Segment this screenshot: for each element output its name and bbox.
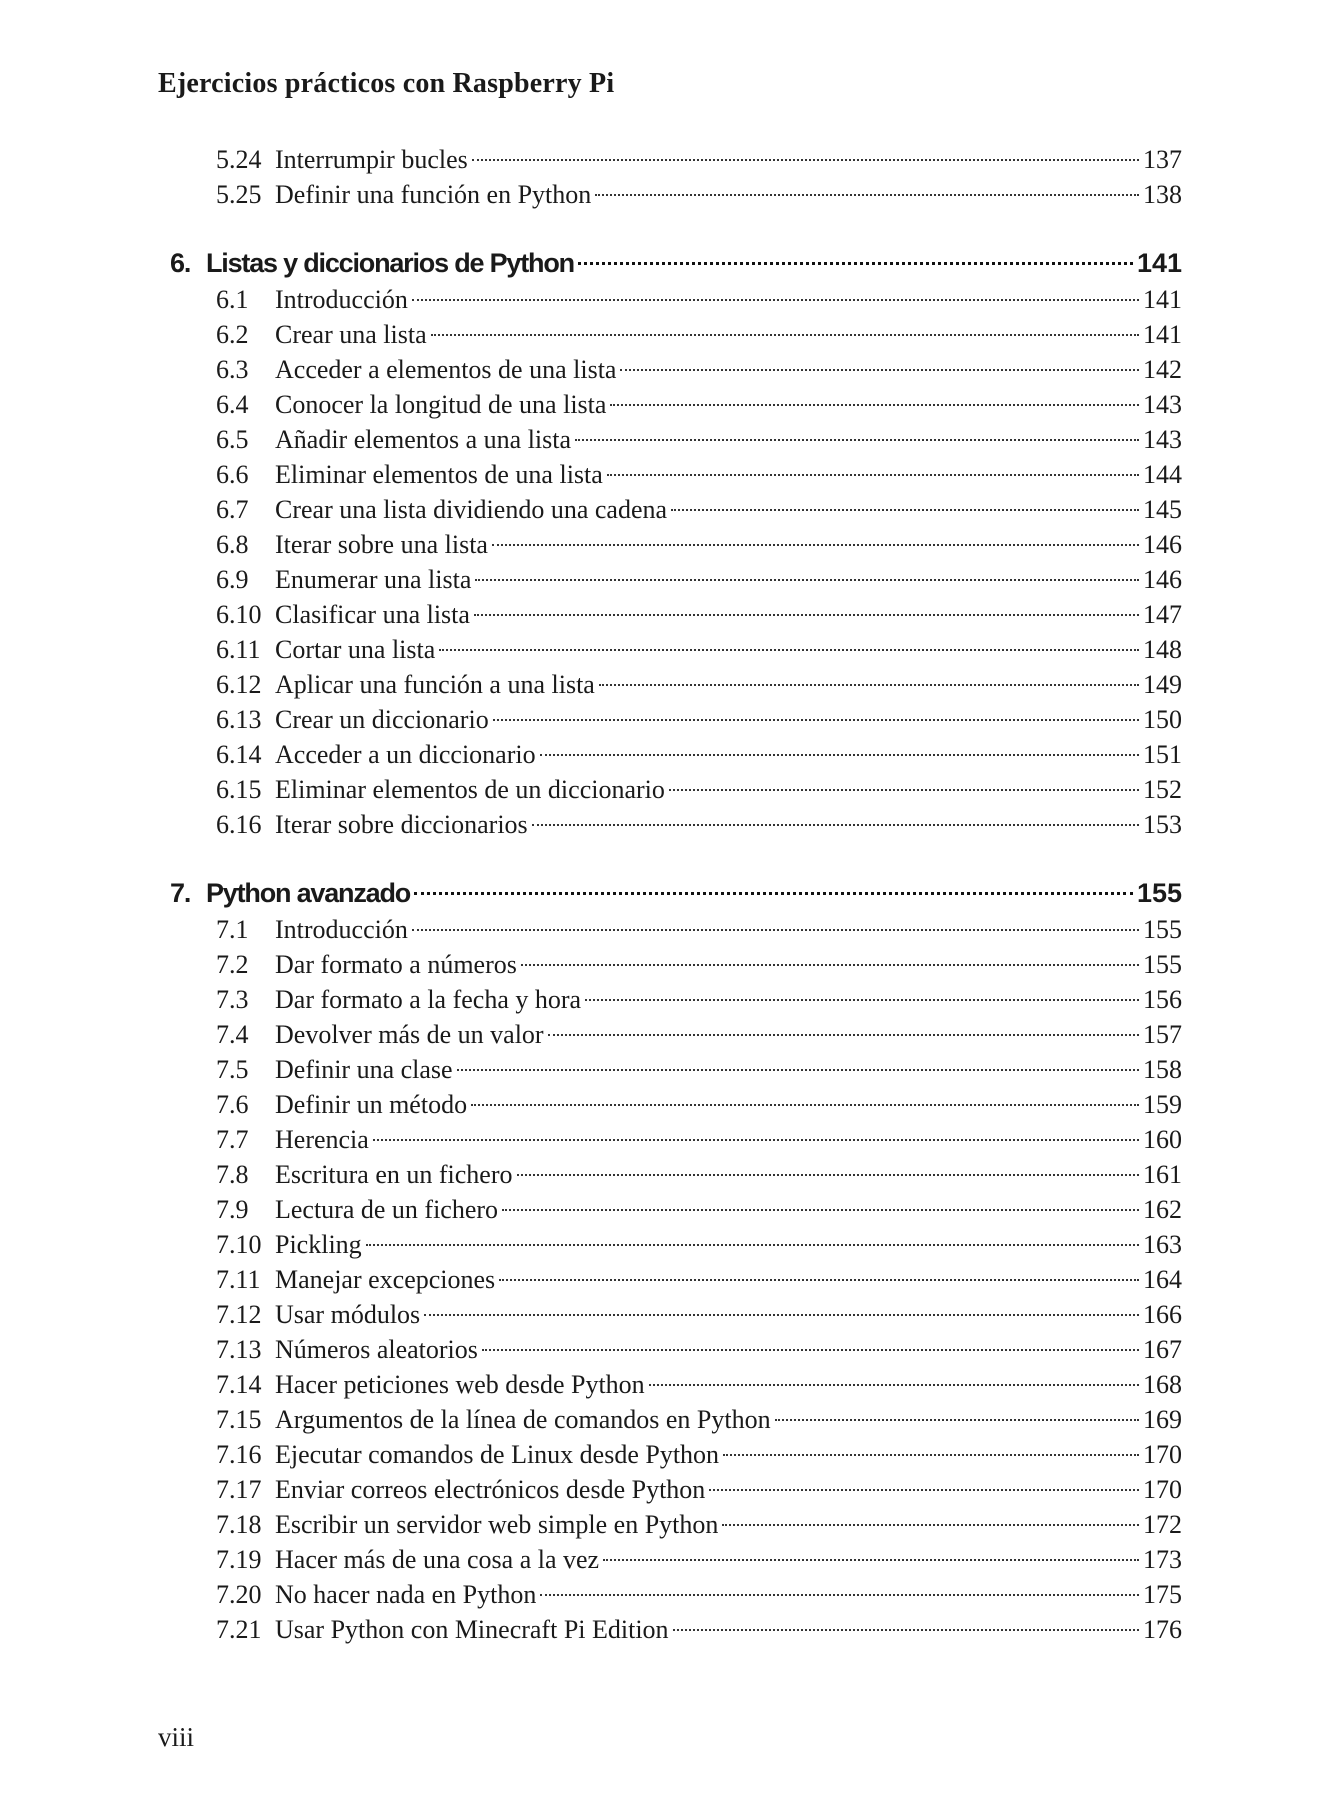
section-number: 6.15: [216, 775, 262, 804]
section-page-number: 146: [1143, 530, 1182, 559]
dot-leader: [532, 824, 1139, 826]
section-page-number: 162: [1143, 1195, 1182, 1224]
toc-entry: [170, 1297, 1182, 1332]
toc-entry: [170, 352, 1182, 387]
toc-entry: [170, 1262, 1182, 1297]
section-page-number: 168: [1143, 1370, 1182, 1399]
toc-entry: [170, 282, 1182, 317]
chapter-spacer: [170, 842, 1182, 874]
section-title: Interrumpir bucles: [275, 145, 468, 174]
toc-entry: [170, 1612, 1182, 1647]
section-page-number: 159: [1143, 1090, 1182, 1119]
dot-leader: [775, 1419, 1139, 1421]
toc-entry: [170, 1542, 1182, 1577]
dot-leader: [492, 544, 1139, 546]
dot-leader: [431, 334, 1139, 336]
dot-leader: [599, 684, 1139, 686]
section-number: 6.11: [216, 635, 261, 664]
section-title: Devolver más de un valor: [275, 1020, 544, 1049]
dot-leader: [457, 1069, 1139, 1071]
section-page-number: 137: [1143, 145, 1182, 174]
toc-entry: [170, 317, 1182, 352]
section-title: Enumerar una lista: [275, 565, 472, 594]
dot-leader: [502, 1209, 1139, 1211]
toc-entry: [170, 422, 1182, 457]
section-number: 7.17: [216, 1475, 262, 1504]
section-title: Dar formato a la fecha y hora: [275, 985, 582, 1014]
chapter-title: Python avanzado: [206, 878, 411, 908]
section-number: 6.3: [216, 355, 249, 384]
dot-leader: [475, 579, 1139, 581]
dot-leader: [649, 1384, 1139, 1386]
section-page-number: 155: [1143, 915, 1182, 944]
dot-leader: [540, 754, 1139, 756]
section-page-number: 158: [1143, 1055, 1182, 1084]
section-number: 7.12: [216, 1300, 262, 1329]
section-title: Usar módulos: [275, 1300, 421, 1329]
section-number: 7.9: [216, 1195, 249, 1224]
section-title: Añadir elementos a una lista: [275, 425, 572, 454]
dot-leader: [578, 262, 1133, 265]
toc-entry: [170, 1122, 1182, 1157]
page-number-folio: viii: [158, 1722, 195, 1752]
section-number: 6.14: [216, 740, 262, 769]
section-number: 6.4: [216, 390, 249, 419]
section-title: Dar formato a números: [275, 950, 517, 979]
toc-entry: [170, 1437, 1182, 1472]
toc-entry: [170, 1332, 1182, 1367]
section-number: 7.4: [216, 1020, 249, 1049]
section-title: Eliminar elementos de una lista: [275, 460, 603, 489]
dot-leader: [499, 1279, 1139, 1281]
section-page-number: 143: [1143, 390, 1182, 419]
section-number: 5.24: [216, 145, 262, 174]
dot-leader: [540, 1594, 1139, 1596]
section-title: Ejecutar comandos de Linux desde Python: [275, 1440, 720, 1469]
section-number: 7.21: [216, 1615, 262, 1644]
dot-leader: [412, 299, 1139, 301]
section-number: 7.10: [216, 1230, 262, 1259]
toc-entry: [170, 457, 1182, 492]
section-title: Enviar correos electrónicos desde Python: [275, 1475, 706, 1504]
dot-leader: [373, 1139, 1139, 1141]
section-title: Hacer más de una cosa a la vez: [275, 1545, 600, 1574]
section-page-number: 150: [1143, 705, 1182, 734]
section-title: Cortar una lista: [275, 635, 436, 664]
toc-entry: [170, 527, 1182, 562]
section-number: 6.7: [216, 495, 249, 524]
section-number: 6.1: [216, 285, 249, 314]
section-title: Acceder a elementos de una lista: [275, 355, 617, 384]
dot-leader: [472, 159, 1139, 161]
toc-entry: [170, 1052, 1182, 1087]
section-page-number: 152: [1143, 775, 1182, 804]
section-title: Hacer peticiones web desde Python: [275, 1370, 645, 1399]
section-number: 6.10: [216, 600, 262, 629]
section-page-number: 141: [1143, 285, 1182, 314]
toc-entry: [170, 947, 1182, 982]
toc-entry: [170, 807, 1182, 842]
dot-leader: [722, 1524, 1139, 1526]
chapter-spacer: [170, 212, 1182, 244]
toc-entry: [170, 737, 1182, 772]
section-page-number: 147: [1143, 600, 1182, 629]
toc-entry: [170, 562, 1182, 597]
section-page-number: 143: [1143, 425, 1182, 454]
section-page-number: 142: [1143, 355, 1182, 384]
section-number: 7.8: [216, 1160, 249, 1189]
section-page-number: 156: [1143, 985, 1182, 1014]
section-page-number: 164: [1143, 1265, 1182, 1294]
section-page-number: 163: [1143, 1230, 1182, 1259]
toc-entry: [170, 1577, 1182, 1612]
chapter-page-number: 155: [1136, 878, 1182, 908]
section-title: Definir un método: [275, 1090, 468, 1119]
section-page-number: 175: [1143, 1580, 1182, 1609]
dot-leader: [482, 1349, 1139, 1351]
section-title: Acceder a un diccionario: [275, 740, 536, 769]
dot-leader: [424, 1314, 1139, 1316]
section-title: Argumentos de la línea de comandos en Python: [275, 1405, 771, 1434]
dot-leader: [673, 1629, 1139, 1631]
toc-entry: [170, 912, 1182, 947]
dot-leader: [607, 474, 1139, 476]
toc-entry: [170, 597, 1182, 632]
chapter-heading: [170, 244, 1182, 282]
section-title: Iterar sobre una lista: [275, 530, 488, 559]
dot-leader: [517, 1174, 1139, 1176]
dot-leader: [669, 789, 1139, 791]
section-page-number: 176: [1143, 1615, 1182, 1644]
dot-leader: [412, 929, 1139, 931]
section-number: 5.25: [216, 180, 262, 209]
section-number: 7.2: [216, 950, 249, 979]
section-number: 7.13: [216, 1335, 262, 1364]
dot-leader: [723, 1454, 1139, 1456]
dot-leader: [595, 194, 1139, 196]
toc-entry: [170, 1367, 1182, 1402]
section-page-number: 161: [1143, 1160, 1182, 1189]
chapter-number: 7.: [170, 878, 191, 908]
toc-entry: [170, 1227, 1182, 1262]
section-title: Aplicar una función a una lista: [275, 670, 595, 699]
toc-entry: [170, 772, 1182, 807]
section-page-number: 138: [1143, 180, 1182, 209]
section-page-number: 157: [1143, 1020, 1182, 1049]
section-title: Definir una función en Python: [275, 180, 592, 209]
section-title: Conocer la longitud de una lista: [275, 390, 607, 419]
section-number: 7.18: [216, 1510, 262, 1539]
dot-leader: [474, 614, 1139, 616]
section-title: Lectura de un fichero: [275, 1195, 499, 1224]
dot-leader: [439, 649, 1139, 651]
section-page-number: 169: [1143, 1405, 1182, 1434]
dot-leader: [585, 999, 1139, 1001]
section-number: 7.11: [216, 1265, 261, 1294]
section-page-number: 141: [1143, 320, 1182, 349]
section-number: 7.15: [216, 1405, 262, 1434]
toc-entry: [170, 387, 1182, 422]
dot-leader: [671, 509, 1139, 511]
section-title: Clasificar una lista: [275, 600, 470, 629]
section-page-number: 166: [1143, 1300, 1182, 1329]
section-page-number: 145: [1143, 495, 1182, 524]
section-number: 6.2: [216, 320, 249, 349]
section-title: Crear una lista: [275, 320, 427, 349]
section-title: Crear un diccionario: [275, 705, 489, 734]
section-title: Pickling: [275, 1230, 362, 1259]
section-page-number: 155: [1143, 950, 1182, 979]
chapter-title: Listas y diccionarios de Python: [206, 248, 574, 278]
toc-entry: [170, 667, 1182, 702]
toc-entry: [170, 982, 1182, 1017]
section-title: No hacer nada en Python: [275, 1580, 537, 1609]
dot-leader: [471, 1104, 1139, 1106]
section-title: Iterar sobre diccionarios: [275, 810, 528, 839]
toc-entry: [170, 1402, 1182, 1437]
section-page-number: 173: [1143, 1545, 1182, 1574]
dot-leader: [610, 404, 1139, 406]
section-number: 6.12: [216, 670, 262, 699]
section-page-number: 151: [1143, 740, 1182, 769]
section-title: Herencia: [275, 1125, 369, 1154]
section-title: Escribir un servidor web simple en Python: [275, 1510, 719, 1539]
section-page-number: 160: [1143, 1125, 1182, 1154]
section-page-number: 170: [1143, 1440, 1182, 1469]
section-page-number: 146: [1143, 565, 1182, 594]
section-page-number: 153: [1143, 810, 1182, 839]
toc-entry: [170, 1017, 1182, 1052]
dot-leader: [521, 964, 1139, 966]
section-number: 6.9: [216, 565, 249, 594]
toc-entry: [170, 632, 1182, 667]
section-number: 7.6: [216, 1090, 249, 1119]
dot-leader: [709, 1489, 1139, 1491]
section-title: Manejar excepciones: [275, 1265, 496, 1294]
section-title: Crear una lista dividiendo una cadena: [275, 495, 668, 524]
dot-leader: [366, 1244, 1139, 1246]
section-number: 7.14: [216, 1370, 262, 1399]
section-number: 7.1: [216, 915, 249, 944]
section-number: 7.19: [216, 1545, 262, 1574]
dot-leader: [493, 719, 1139, 721]
section-number: 7.5: [216, 1055, 249, 1084]
toc-entry: [170, 1157, 1182, 1192]
section-number: 6.8: [216, 530, 249, 559]
dot-leader: [548, 1034, 1139, 1036]
section-number: 7.16: [216, 1440, 262, 1469]
section-title: Introducción: [275, 285, 408, 314]
section-title: Eliminar elementos de un diccionario: [275, 775, 665, 804]
chapter-heading: [170, 874, 1182, 912]
section-number: 6.6: [216, 460, 249, 489]
dot-leader: [620, 369, 1139, 371]
section-number: 7.3: [216, 985, 249, 1014]
toc-entry: [170, 1472, 1182, 1507]
section-page-number: 170: [1143, 1475, 1182, 1504]
chapter-number: 6.: [170, 248, 191, 278]
section-title: Números aleatorios: [275, 1335, 478, 1364]
section-number: 6.16: [216, 810, 262, 839]
running-head: Ejercicios prácticos con Raspberry Pi: [158, 68, 615, 99]
section-number: 6.5: [216, 425, 249, 454]
toc-entry: [170, 177, 1182, 212]
section-number: 7.20: [216, 1580, 262, 1609]
section-page-number: 148: [1143, 635, 1182, 664]
dot-leader: [575, 439, 1139, 441]
section-number: 6.13: [216, 705, 262, 734]
toc-entry: [170, 1507, 1182, 1542]
section-title: Definir una clase: [275, 1055, 453, 1084]
chapter-page-number: 141: [1136, 248, 1182, 278]
dot-leader: [414, 892, 1133, 895]
toc-entry: [170, 1087, 1182, 1122]
toc-entry: [170, 1192, 1182, 1227]
section-page-number: 144: [1143, 460, 1182, 489]
table-of-contents: [170, 142, 1182, 1647]
section-title: Usar Python con Minecraft Pi Edition: [275, 1615, 669, 1644]
section-number: 7.7: [216, 1125, 249, 1154]
section-page-number: 167: [1143, 1335, 1182, 1364]
section-title: Introducción: [275, 915, 408, 944]
section-page-number: 172: [1143, 1510, 1182, 1539]
section-page-number: 149: [1143, 670, 1182, 699]
toc-entry: [170, 492, 1182, 527]
dot-leader: [603, 1559, 1139, 1561]
toc-entry: [170, 142, 1182, 177]
toc-entry: [170, 702, 1182, 737]
section-title: Escritura en un fichero: [275, 1160, 513, 1189]
